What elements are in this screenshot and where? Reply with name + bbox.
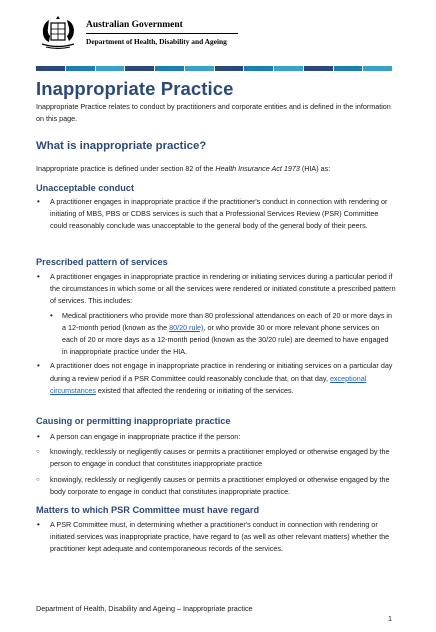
- color-band-segment: [96, 66, 125, 71]
- heading-prescribed-pattern: Prescribed pattern of services: [36, 257, 168, 267]
- prescribed-list: [36, 271, 396, 397]
- exceptional-circumstances-link[interactable]: exceptional circumstances: [50, 373, 367, 395]
- color-band-segment: [334, 66, 363, 71]
- color-band-segment: [244, 66, 273, 71]
- color-band-segment: [125, 66, 154, 71]
- sub-list-item: [50, 310, 396, 359]
- footer-text: Department of Health, Disability and Ageing – Inappropriate practice: [36, 604, 253, 613]
- unacceptable-list: [36, 196, 396, 233]
- sub-text-pre: Medical practitioners who provide more than 80 professional attendances on each of 20 or more days in a 12-month period (known as the: [62, 310, 393, 332]
- definition-pre: Inappropriate practice is defined under section 82 of the: [36, 164, 216, 173]
- heading-matters-regard: Matters to which PSR Committee must have regard: [36, 505, 260, 515]
- color-band-segment: [36, 66, 65, 71]
- item2-pre: A practitioner does not engage in inappropriate practice in rendering or initiating services on a particular day during a review period if a PSR Committee could reasonably conclude that, on that day,: [50, 361, 393, 383]
- color-band-segment: [363, 66, 392, 71]
- matters-list: [36, 519, 396, 556]
- page-title: Inappropriate Practice: [36, 78, 234, 99]
- heading-causing-permitting: Causing or permitting inappropriate practice: [36, 416, 231, 426]
- section-heading-what-is: What is inappropriate practice?: [36, 140, 207, 152]
- color-band: [36, 66, 393, 71]
- definition-post: (HIA) as:: [299, 164, 331, 173]
- sub-list-item: ○ knowingly, recklessly or negligently causes or permits a practitioner employed or otherwise engaged by the body corporate to engage in conduct that constitutes inappropriate practice.: [36, 474, 396, 498]
- government-title: Australian Government: [86, 20, 183, 30]
- list-item: [36, 360, 396, 397]
- list-item: • A practitioner engages in inappropriate practice in rendering or initiating services during a particular period if the circumstances in which some or all the services were rendered or initiated constitute a prescribed pattern of services. This includes:: [36, 271, 396, 308]
- page-number: 1: [388, 614, 392, 623]
- list-item: • A practitioner engages in inappropriate practice if the practitioner's conduct in connection with rendering or initiating of MBS, PBS or CDBS services is such that a Professional Services Review (PSR) Committee could reasonably conclude was unacceptable to the general body of the general body of their peers.: [36, 196, 396, 233]
- color-band-segment: [274, 66, 303, 71]
- header-divider: [86, 33, 238, 34]
- intro-paragraph: Inappropriate Practice relates to conduct by practitioners and corporate entities and is defined in the information on this page.: [36, 102, 391, 123]
- color-band-segment: [304, 66, 333, 71]
- color-band-segment: [185, 66, 214, 71]
- rule-80-20-link[interactable]: 80/20 rule): [169, 322, 204, 332]
- color-band-segment: [66, 66, 95, 71]
- causing-list: [36, 431, 396, 498]
- sub-list-item: ○ knowingly, recklessly or negligently causes or permits a practitioner employed or otherwise engaged by the person to engage in conduct that constitutes inappropriate practice: [36, 446, 396, 470]
- list-item: • A PSR Committee must, in determining whether a practitioner's conduct in connection with rendering or initiated services was inappropriate practice, have regard to (as well as other relevant matters) whether the practitioner kept adequate and contemporaneous records of the services.: [36, 519, 396, 556]
- color-band-segment: [155, 66, 184, 71]
- definition-paragraph: [36, 163, 396, 175]
- list-item: • A person can engage in inappropriate practice if the person:: [36, 431, 396, 443]
- act-name: Health Insurance Act 1973: [215, 164, 300, 173]
- coat-of-arms-logo: [36, 14, 80, 52]
- item2-post: existed that affected the rendering or initiating of the services.: [95, 385, 294, 395]
- sub-text-post: , or who provide 30 or more relevant phone services on each of 20 or more days as a 12-month period (known as the 30/20 rule) are deemed to have engaged in inappropriate practice under the HIA.: [62, 322, 389, 357]
- department-name: Department of Health, Disability and Ageing: [86, 37, 227, 46]
- heading-unacceptable-conduct: Unacceptable conduct: [36, 183, 135, 193]
- color-band-segment: [215, 66, 244, 71]
